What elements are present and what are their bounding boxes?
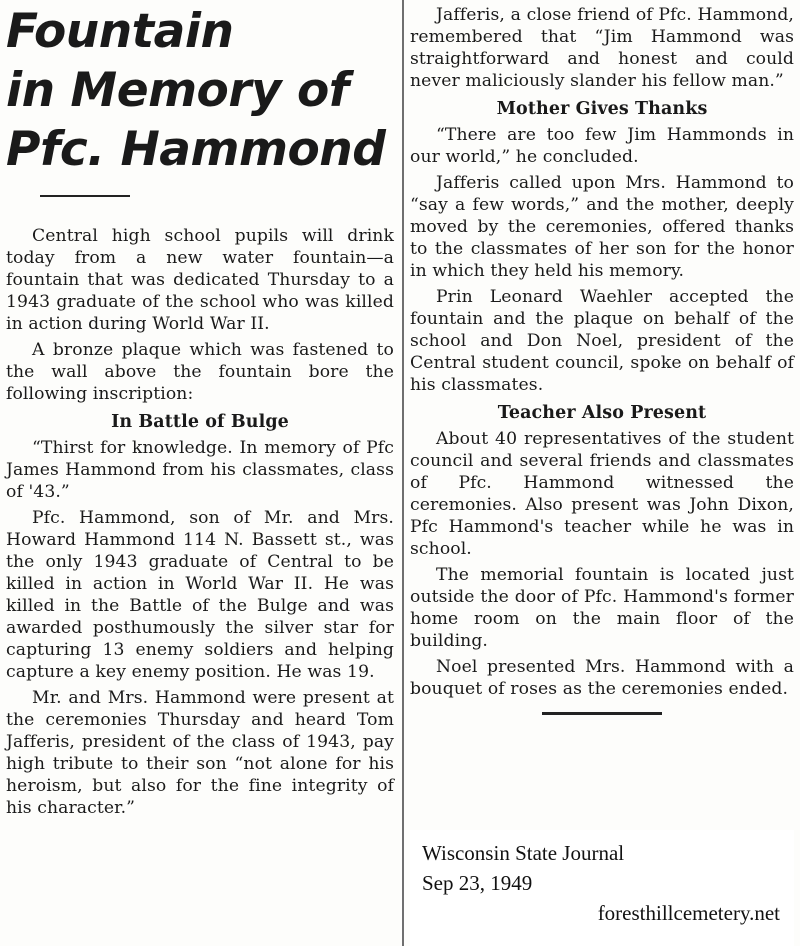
- plaque-inscription: “Thirst for knowledge. In memory of Pfc James Hammond from his classmates, class of '43.”: [6, 438, 394, 502]
- left-column: [6, 0, 394, 819]
- article-paragraph: “There are too few Jim Hammonds in our world,” he concluded.: [410, 125, 794, 167]
- article-paragraph: A bronze plaque which was fastened to the wall above the fountain bore the following inscription:: [6, 340, 394, 404]
- end-rule: [542, 712, 662, 715]
- column-divider: [402, 0, 404, 946]
- source-publication: Wisconsin State Journal: [422, 841, 625, 865]
- article-paragraph: Noel presented Mrs. Hammond with a bouquet of roses as the ceremonies ended.: [410, 657, 794, 699]
- headline-line-1: Fountain: [6, 4, 234, 59]
- source-website: foresthillcemetery.net: [597, 901, 780, 925]
- article-paragraph: The memorial fountain is located just outside the door of Pfc. Hammond's former home room on the main floor of the building.: [410, 565, 794, 651]
- article-paragraph: Central high school pupils will drink today from a new water fountain—a fountain that was dedicated Thursday to a 1943 graduate of the school who was killed in action during World War II.: [6, 226, 394, 334]
- headline-line-2: in Memory of: [6, 63, 349, 118]
- right-column: [410, 4, 794, 715]
- article-paragraph: Jafferis, a close friend of Pfc. Hammond, remembered that “Jim Hammond was straightforward and honest and could never maliciously slander his fellow man.”: [410, 5, 794, 91]
- subheading-mother-gives-thanks: Mother Gives Thanks: [496, 99, 708, 119]
- article-paragraph: Prin Leonard Waehler accepted the fountain and the plaque on behalf of the school and Don Noel, president of the Central student council, spoke on behalf of his classmates.: [410, 287, 794, 395]
- article-paragraph: Jafferis called upon Mrs. Hammond to “say a few words,” and the mother, deeply moved by the ceremonies, offered thanks to the classmates of her son for the honor in which they held his memory.: [410, 173, 794, 281]
- article-paragraph: Pfc. Hammond, son of Mr. and Mrs. Howard Hammond 114 N. Bassett st., was the only 1943 graduate of Central to be killed in action in World War II. He was killed in the Battle of the Bulge and was awarded posthumously the silver star for capturing 13 enemy soldiers and helping capture a key enemy position. He was 19.: [6, 508, 394, 682]
- article-paragraph: Mr. and Mrs. Hammond were present at the ceremonies Thursday and heard Tom Jafferis, president of the class of 1943, pay high tribute to their son “not alone for his heroism, but also for the fine integrity of his character.”: [6, 688, 394, 818]
- article-paragraph: About 40 representatives of the student council and several friends and classmates of Pfc. Hammond witnessed the ceremonies. Also present was John Dixon, Pfc Hammond's teacher while he was in school.: [410, 429, 794, 559]
- subheading-battle-of-bulge: In Battle of Bulge: [111, 412, 289, 432]
- source-credit: [410, 830, 794, 946]
- subheading-teacher-also-present: Teacher Also Present: [497, 403, 707, 423]
- headline-line-3: Pfc. Hammond: [6, 122, 386, 177]
- headline-rule: [40, 195, 130, 197]
- source-date: Sep 23, 1949: [422, 871, 533, 895]
- headline: [6, 0, 394, 179]
